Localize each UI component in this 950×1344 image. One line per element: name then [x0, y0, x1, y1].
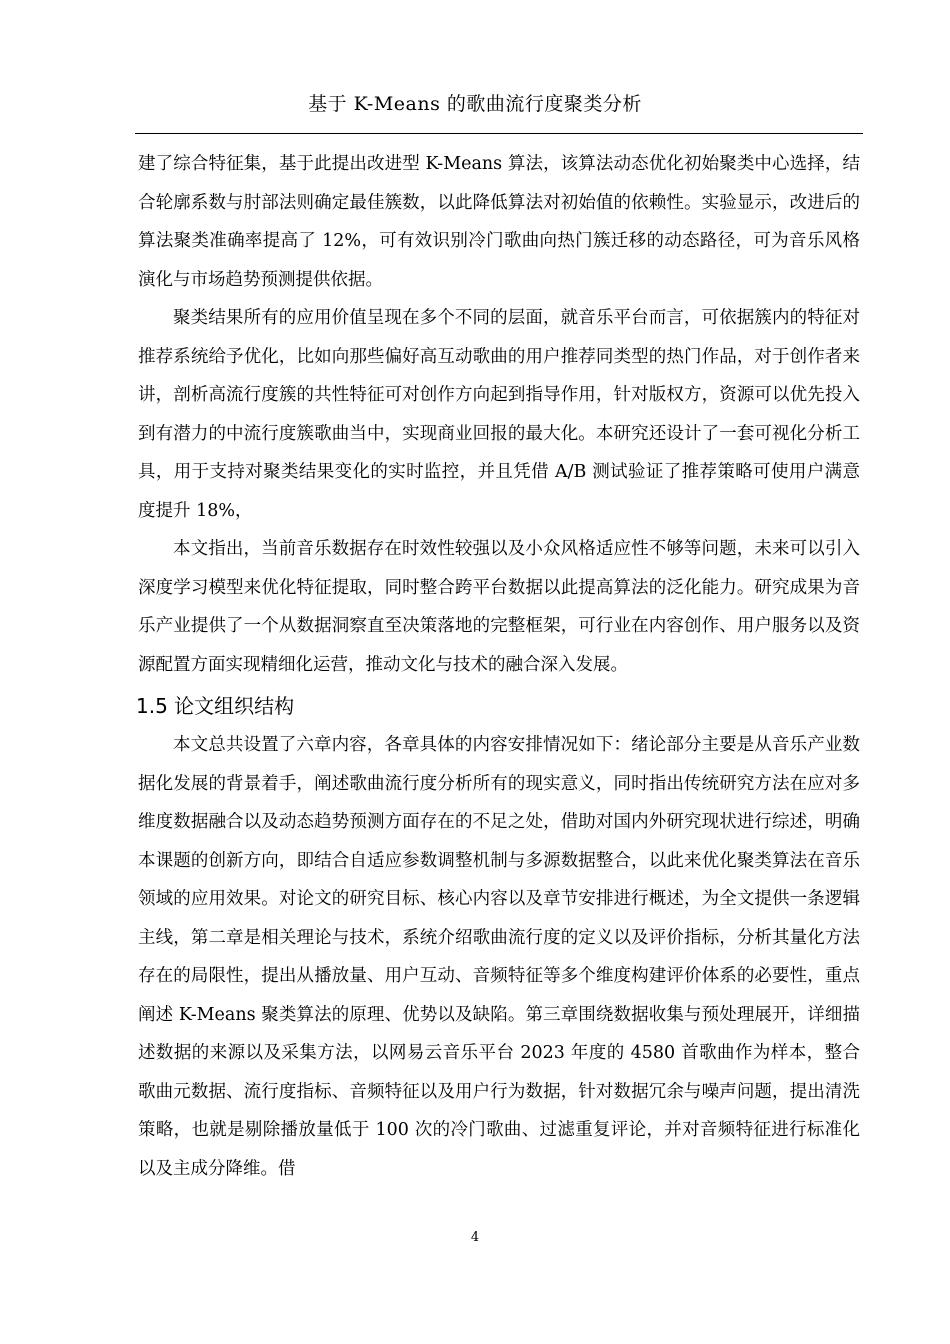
section-heading: 1.5 论文组织结构: [136, 694, 295, 718]
paragraph-organization: 本文总共设置了六章内容，各章具体的内容安排情况如下：绪论部分主要是从音乐产业数据化发展的背景着手，阐述歌曲流行度分析所有的现实意义，同时指出传统研究方法在应对多维度数据融合以及动态趋势预测方面存在的不足之处，借助对国内外研究现状进行综述，明确本课题的创新方向，即结合自适应参数调整机制与多源数据整合，以此来优化聚类算法在音乐领域的应用效果。对论文的研究目标、核心内容以及章节安排进行概述，为全文提供一条逻辑主线，第二章是相关理论与技术，系统介绍歌曲流行度的定义以及评价指标，分析其量化方法存在的局限性，提出从播放量、用户互动、音频特征等多个维度构建评价体系的必要性，重点阐述 K-Means 聚类算法的原理、优势以及缺陷。第三章围绕数据收集与预处理展开，详细描述数据的来源以及采集方法，以网易云音乐平台 2023 年度的 4580 首歌曲作为样本，整合歌曲元数据、流行度指标、音频特征以及用户行为数据，针对数据冗余与噪声问题，提出清洗策略，也就是剔除播放量低于 100 次的冷门歌曲、过滤重复评论，并对音频特征进行标准化以及主成分降维。借: [138, 735, 860, 1179]
page-body: [138, 145, 860, 1188]
paragraph-continuation: 建了综合特征集，基于此提出改进型 K-Means 算法，该算法动态优化初始聚类中心选择，结合轮廓系数与肘部法则确定最佳簇数，以此降低算法对初始值的依赖性。实验显示，改进后的算法聚类准确率提高了 12%，可有效识别冷门歌曲向热门簇迁移的动态路径，可为音乐风格演化与市场趋势预测提供依据。: [138, 154, 860, 290]
paragraph-outlook: 本文指出，当前音乐数据存在时效性较强以及小众风格适应性不够等问题，未来可以引入深度学习模型来优化特征提取，同时整合跨平台数据以此提高算法的泛化能力。研究成果为音乐产业提供了一个从数据洞察直至决策落地的完整框架，可行业在内容创作、用户服务以及资源配置方面实现精细化运营，推动文化与技术的融合深入发展。: [138, 539, 860, 675]
page-number: 4: [470, 1230, 480, 1245]
paragraph-application-value: 聚类结果所有的应用价值呈现在多个不同的层面，就音乐平台而言，可依据簇内的特征对推荐系统给予优化，比如向那些偏好高互动歌曲的用户推荐同类型的热门作品，对于创作者来讲，剖析高流行度簇的共性特征可对创作方向起到指导作用，针对版权方，资源可以优先投入到有潜力的中流行度簇歌曲当中，实现商业回报的最大化。本研究还设计了一套可视化分析工具，用于支持对聚类结果变化的实时监控，并且凭借 A/B 测试验证了推荐策略可使用户满意度提升 18%，: [138, 308, 860, 521]
running-header-title: 基于 K-Means 的歌曲流行度聚类分析: [308, 93, 642, 115]
header-divider: [135, 133, 863, 134]
